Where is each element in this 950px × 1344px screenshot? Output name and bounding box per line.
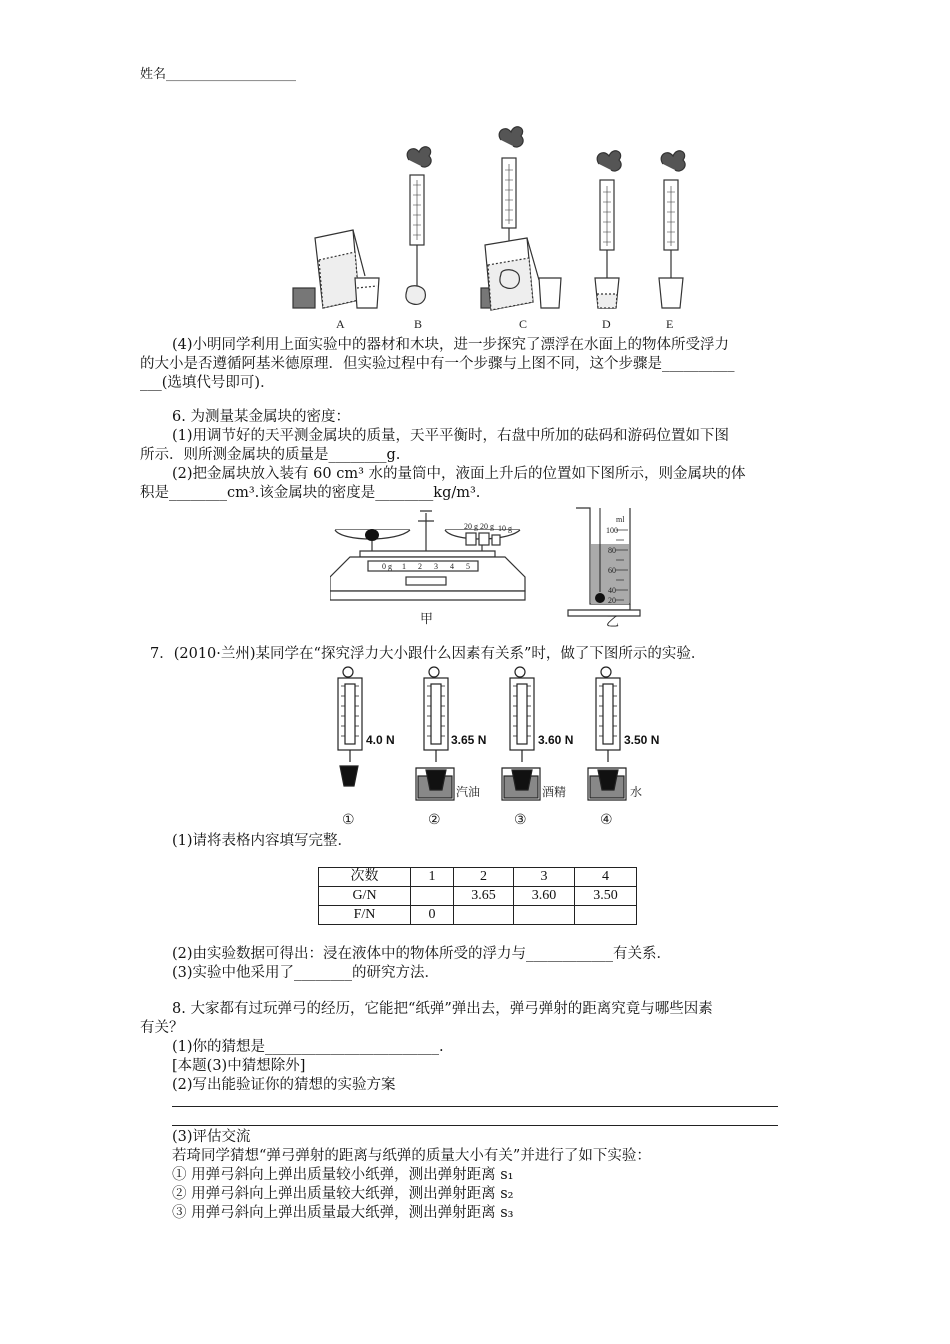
spring-scale-liquid-figure bbox=[320, 662, 690, 832]
weight-label-2: 20 g bbox=[480, 522, 494, 531]
fig5-label-d: D bbox=[602, 317, 611, 331]
q5-4-line2: 的大小是否遵循阿基米德原理．但实验过程中有一个步骤与上图不同，这个步骤是__________ bbox=[140, 356, 735, 372]
measuring-cylinder-figure bbox=[560, 500, 650, 630]
q6-line2: (1)用调节好的天平测金属块的质量，天平平衡时，右盘中所加的砝码和游码位置如下图 bbox=[172, 428, 730, 444]
q8-line3: (1)你的猜想是________________________. bbox=[172, 1039, 444, 1055]
q7-title: 7．(2010·兰州)某同学在“探究浮力大小跟什么因素有关系”时，做了下图所示的实验． bbox=[150, 646, 706, 662]
table-header-row bbox=[319, 868, 637, 887]
q7-line3: (2)由实验数据可得出：浸在液体中的物体所受的浮力与____________有关系． bbox=[172, 946, 672, 962]
cylinder-mark-20: 20 bbox=[608, 596, 616, 605]
q8-line5: (2)写出能验证你的猜想的实验方案 bbox=[172, 1077, 396, 1093]
q8-title: 8. 大家都有过玩弹弓的经历，它能把“纸弹”弹出去，弹弓弹射的距离究竟与哪些因素 bbox=[172, 1001, 713, 1017]
fig5-label-c: C bbox=[519, 317, 528, 331]
q7-data-table bbox=[318, 867, 637, 925]
setup-number-1: ① bbox=[342, 813, 355, 828]
answer-line bbox=[172, 1125, 778, 1126]
table-cell: 2 bbox=[454, 868, 514, 887]
reading-4: 3.50 N bbox=[624, 733, 660, 747]
setup-number-4: ④ bbox=[600, 813, 613, 828]
balance-scale-2: 2 bbox=[418, 562, 422, 571]
weight-label-1: 20 g bbox=[464, 522, 478, 531]
fig5-label-e: E bbox=[666, 317, 674, 331]
cylinder-mark-60: 60 bbox=[608, 566, 616, 575]
fig5-label-a: A bbox=[336, 317, 345, 331]
q6-line5: 积是________cm³.该金属块的密度是________kg/m³. bbox=[140, 485, 481, 501]
reading-2: 3.65 N bbox=[451, 733, 487, 747]
table-row bbox=[319, 906, 637, 925]
q6-line3: 所示．则所测金属块的质量是________g. bbox=[140, 447, 401, 463]
balance-caption: 甲 bbox=[420, 611, 434, 626]
q8-item2: ② 用弹弓斜向上弹出质量较大纸弹，测出弹射距离 s₂ bbox=[172, 1186, 514, 1202]
setup-number-3: ③ bbox=[514, 813, 527, 828]
table-cell: 3 bbox=[514, 868, 575, 887]
table-cell bbox=[411, 887, 454, 906]
table-cell: 3.65 bbox=[454, 887, 514, 906]
q8-line6: (3)评估交流 bbox=[172, 1129, 251, 1145]
student-name-field: 姓名____________________ bbox=[140, 67, 297, 82]
reading-1: 4.0 N bbox=[366, 733, 395, 747]
table-cell: 4 bbox=[575, 868, 637, 887]
table-cell: G/N bbox=[319, 887, 411, 906]
table-cell: 次数 bbox=[319, 868, 411, 887]
table-cell: 1 bbox=[411, 868, 454, 887]
liquid-alcohol: 酒精 bbox=[542, 785, 567, 799]
q5-4-line1: (4)小明同学利用上面实验中的器材和木块，进一步探究了漂浮在水面上的物体所受浮力 bbox=[172, 337, 730, 353]
q5-4-line3: ___(选填代号即可)． bbox=[140, 375, 275, 391]
table-cell bbox=[514, 906, 575, 925]
liquid-gasoline: 汽油 bbox=[456, 785, 481, 799]
q7-line2: (1)请将表格内容填写完整． bbox=[172, 833, 353, 849]
setup-number-2: ② bbox=[428, 813, 441, 828]
q8-line7: 若琦同学猜想“弹弓弹射的距离与纸弹的质量大小有关”并进行了如下实验： bbox=[172, 1148, 651, 1164]
liquid-water: 水 bbox=[630, 785, 643, 799]
q8-item3: ③ 用弹弓斜向上弹出质量最大纸弹，测出弹射距离 s₃ bbox=[172, 1205, 514, 1221]
balance-scale-1: 1 bbox=[402, 562, 406, 571]
fig5-label-b: B bbox=[414, 317, 423, 331]
balance-scale-5: 5 bbox=[466, 562, 470, 571]
q8-item1: ① 用弹弓斜向上弹出质量较小纸弹，测出弹射距离 s₁ bbox=[172, 1167, 514, 1183]
q7-line4: (3)实验中他采用了________的研究方法． bbox=[172, 965, 440, 981]
table-cell bbox=[454, 906, 514, 925]
cylinder-mark-100: 100 bbox=[606, 526, 618, 535]
table-cell: 3.50 bbox=[575, 887, 637, 906]
weight-label-3: 10 g bbox=[498, 524, 512, 533]
balance-scale-0: 0 bbox=[382, 562, 386, 571]
cylinder-caption: 乙 bbox=[606, 614, 620, 629]
cylinder-mark-40: 40 bbox=[608, 586, 616, 595]
table-cell: 0 bbox=[411, 906, 454, 925]
balance-scale-3: 3 bbox=[434, 562, 438, 571]
balance-scale-4: 4 bbox=[450, 562, 454, 571]
cylinder-unit: ml bbox=[616, 515, 625, 524]
table-row bbox=[319, 887, 637, 906]
balance-unit: g bbox=[388, 562, 392, 571]
balance-figure bbox=[330, 505, 555, 630]
table-cell bbox=[575, 906, 637, 925]
archimedes-experiment-figure bbox=[285, 120, 725, 335]
q8-line4: [本题(3)中猜想除外] bbox=[172, 1058, 306, 1074]
q6-title: 6. 为测量某金属块的密度： bbox=[172, 409, 350, 425]
answer-line bbox=[172, 1106, 778, 1107]
q6-line4: (2)把金属块放入装有 60 cm³ 水的量筒中，液面上升后的位置如下图所示，则金属块的体 bbox=[172, 466, 746, 482]
q8-line2: 有关？ bbox=[140, 1020, 184, 1036]
reading-3: 3.60 N bbox=[538, 733, 574, 747]
table-cell: F/N bbox=[319, 906, 411, 925]
table-cell: 3.60 bbox=[514, 887, 575, 906]
cylinder-mark-80: 80 bbox=[608, 546, 616, 555]
